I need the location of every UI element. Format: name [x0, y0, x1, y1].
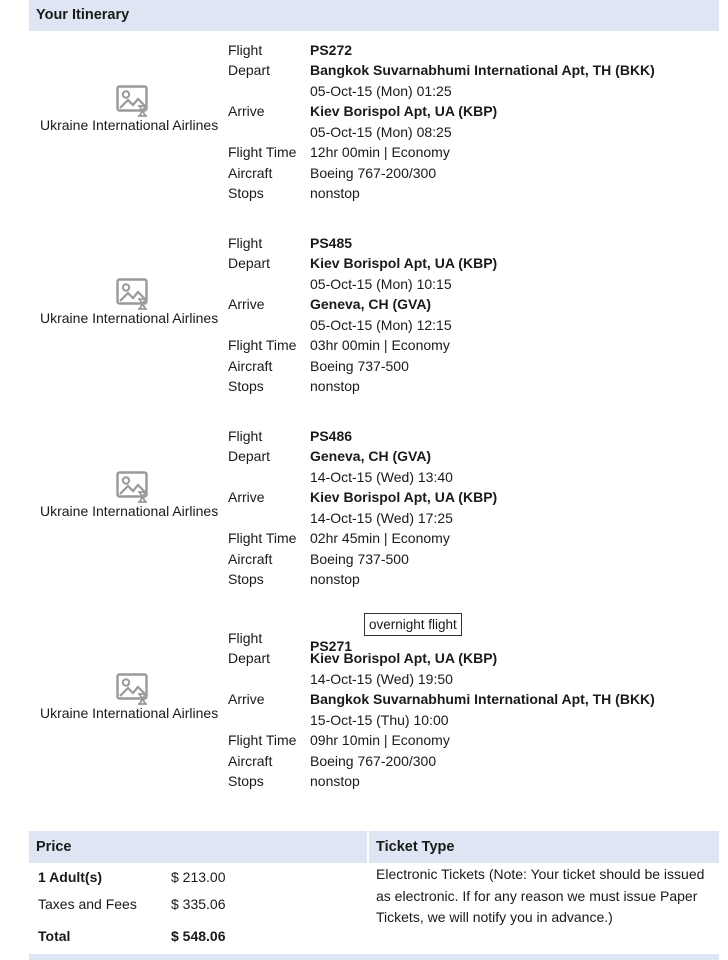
flight-time-value: 02hr 45min | Economy	[310, 530, 450, 546]
flight-value: PS271	[310, 638, 353, 654]
flight-segment	[0, 224, 728, 417]
stops-value: nonstop	[310, 378, 360, 394]
label-arrive: Arrive	[228, 691, 265, 707]
aircraft-value: Boeing 767-200/300	[310, 753, 437, 769]
total-label: Total	[38, 928, 71, 944]
ticket-type-text: Electronic Tickets (Note: Your ticket should be issued as electronic. If for any reason we must issue Paper Tickets, we will notify you in advance.)	[376, 866, 705, 925]
aircraft-value: Boeing 767-200/300	[310, 165, 437, 181]
taxes-label: Taxes and Fees	[38, 896, 137, 912]
arrive-time-value: 05-Oct-15 (Mon) 08:25	[310, 124, 452, 140]
label-flight: Flight	[228, 235, 263, 251]
label-aircraft: Aircraft	[228, 165, 273, 181]
flight-value: PS272	[310, 42, 353, 58]
label-depart: Depart	[228, 650, 271, 666]
flight-segment	[0, 619, 728, 812]
label-depart: Depart	[228, 62, 271, 78]
flight-time-value: 09hr 10min | Economy	[310, 732, 450, 748]
flight-value: PS485	[310, 235, 353, 251]
label-stops: Stops	[228, 773, 264, 789]
flight-segment	[0, 31, 728, 224]
overnight-flight-note: overnight flight	[364, 613, 462, 636]
arrive-time-value: 15-Oct-15 (Thu) 10:00	[310, 712, 449, 728]
label-flight: Flight	[228, 428, 263, 444]
ticket-type-header: Ticket Type	[369, 831, 719, 863]
label-stops: Stops	[228, 571, 264, 587]
stops-value: nonstop	[310, 773, 360, 789]
airline-name: Ukraine International Airlines	[40, 503, 219, 519]
arrive-airport-value: Kiev Borispol Apt, UA (KBP)	[310, 103, 498, 119]
adults-value: $ 213.00	[171, 869, 226, 885]
arrive-airport-value: Bangkok Suvarnabhumi International Apt, TH (BKK)	[310, 691, 655, 707]
broken-image-icon	[116, 673, 150, 705]
taxes-value: $ 335.06	[171, 896, 226, 912]
label-flight: Flight	[228, 630, 263, 646]
total-value: $ 548.06	[171, 928, 226, 944]
depart-time-value: 05-Oct-15 (Mon) 10:15	[310, 276, 452, 292]
arrive-airport-value: Geneva, CH (GVA)	[310, 296, 432, 312]
airline-name: Ukraine International Airlines	[40, 117, 219, 133]
label-arrive: Arrive	[228, 296, 265, 312]
airline-name: Ukraine International Airlines	[40, 310, 219, 326]
label-flight: Flight	[228, 42, 263, 58]
broken-image-icon	[116, 278, 150, 310]
adults-label: 1 Adult(s)	[38, 869, 103, 885]
label-flight-time: Flight Time	[228, 337, 297, 353]
label-depart: Depart	[228, 255, 271, 271]
arrive-airport-value: Kiev Borispol Apt, UA (KBP)	[310, 489, 498, 505]
label-flight-time: Flight Time	[228, 732, 297, 748]
table-bottom-bar	[29, 954, 719, 960]
stops-value: nonstop	[310, 571, 360, 587]
airline-name: Ukraine International Airlines	[40, 705, 219, 721]
label-aircraft: Aircraft	[228, 753, 273, 769]
depart-airport-value: Bangkok Suvarnabhumi International Apt, TH (BKK)	[310, 62, 655, 78]
aircraft-value: Boeing 737-500	[310, 551, 409, 567]
price-header: Price	[29, 831, 367, 863]
depart-time-value: 14-Oct-15 (Wed) 13:40	[310, 469, 453, 485]
label-arrive: Arrive	[228, 103, 265, 119]
label-depart: Depart	[228, 448, 271, 464]
flight-time-value: 12hr 00min | Economy	[310, 144, 450, 160]
flight-segment	[0, 417, 728, 610]
depart-time-value: 14-Oct-15 (Wed) 19:50	[310, 671, 453, 687]
label-aircraft: Aircraft	[228, 358, 273, 374]
itinerary-header: Your Itinerary	[29, 0, 719, 31]
arrive-time-value: 14-Oct-15 (Wed) 17:25	[310, 510, 453, 526]
depart-airport-value: Kiev Borispol Apt, UA (KBP)	[310, 255, 498, 271]
stops-value: nonstop	[310, 185, 360, 201]
label-aircraft: Aircraft	[228, 551, 273, 567]
depart-airport-value: Kiev Borispol Apt, UA (KBP)	[310, 650, 498, 666]
aircraft-value: Boeing 737-500	[310, 358, 409, 374]
depart-airport-value: Geneva, CH (GVA)	[310, 448, 432, 464]
broken-image-icon	[116, 471, 150, 503]
label-flight-time: Flight Time	[228, 144, 297, 160]
label-stops: Stops	[228, 378, 264, 394]
label-flight-time: Flight Time	[228, 530, 297, 546]
flight-value: PS486	[310, 428, 353, 444]
label-stops: Stops	[228, 185, 264, 201]
depart-time-value: 05-Oct-15 (Mon) 01:25	[310, 83, 452, 99]
arrive-time-value: 05-Oct-15 (Mon) 12:15	[310, 317, 452, 333]
label-arrive: Arrive	[228, 489, 265, 505]
flight-time-value: 03hr 00min | Economy	[310, 337, 450, 353]
broken-image-icon	[116, 85, 150, 117]
